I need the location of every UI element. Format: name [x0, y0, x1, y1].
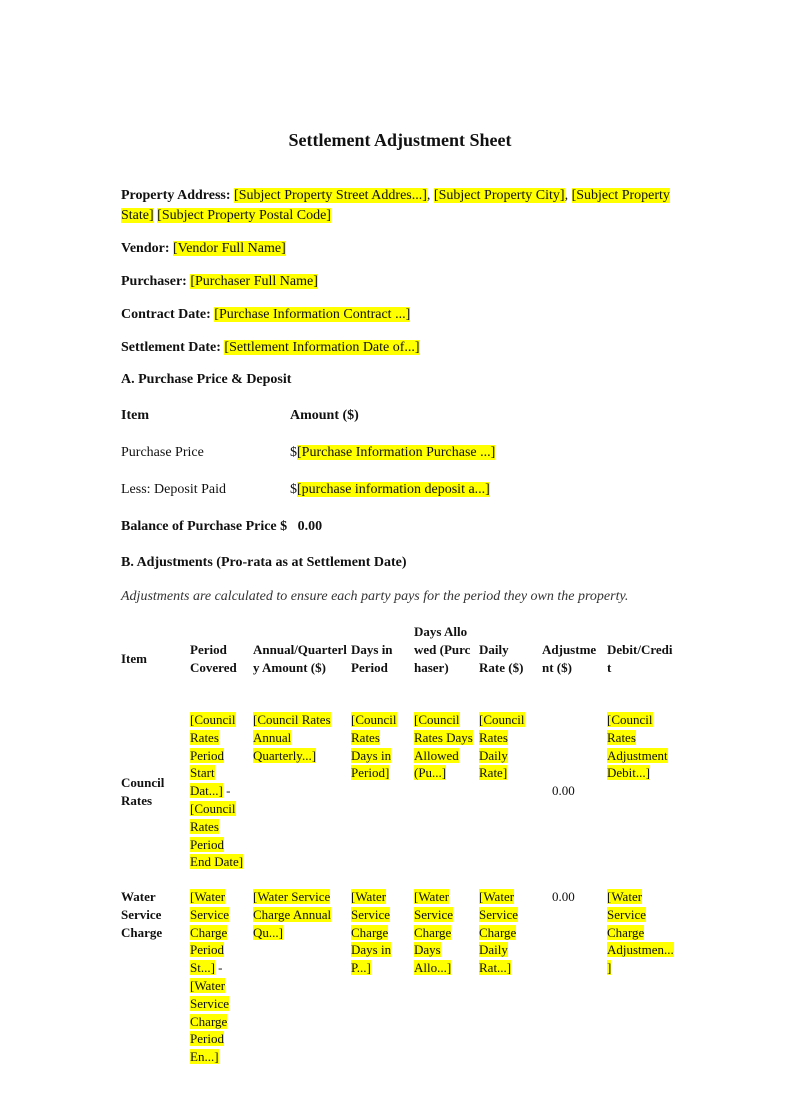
property-separator: , [564, 188, 572, 203]
property-city-placeholder: [Subject Property City] [433, 188, 565, 203]
days-in-period-placeholder: [Council Rates Days in Period] [351, 712, 397, 781]
property-street-placeholder: [Subject Property Street Addres...] [234, 188, 427, 203]
balance-row [121, 519, 322, 535]
table-cell-days-allowed [414, 711, 478, 782]
table-cell-adjustment: 0.00 [552, 889, 575, 904]
table-header-debit-credit: Debit/Credit [607, 642, 673, 675]
balance-label: Balance of Purchase Price $ [121, 519, 288, 534]
debit-credit-placeholder: [Water Service Charge Adjustmen...] [607, 889, 674, 976]
period-separator: - [214, 960, 223, 976]
purchaser-label: Purchaser: [121, 274, 187, 289]
section-a-heading: A. Purchase Price & Deposit [121, 372, 292, 387]
property-address-label: Property Address: [121, 188, 231, 203]
purchase-price-label: Purchase Price [121, 445, 204, 460]
section-a-col-amount: Amount ($) [290, 408, 359, 423]
vendor-label: Vendor: [121, 241, 170, 256]
section-b-heading: B. Adjustments (Pro-rata as at Settlement Date) [121, 555, 407, 570]
balance-value: 0.00 [297, 519, 323, 534]
contract-date-label: Contract Date: [121, 307, 211, 322]
section-a-col-item: Item [121, 408, 149, 423]
deposit-paid-amount [290, 482, 490, 498]
table-cell-adjustment: 0.00 [552, 783, 575, 798]
adjustments-note: Adjustments are calculated to ensure each party pays for the period they own the property. [121, 589, 629, 604]
settlement-date-placeholder: [Settlement Information Date of...] [224, 340, 420, 355]
settlement-date-label: Settlement Date: [121, 340, 221, 355]
daily-rate-placeholder: [Water Service Charge Daily Rat...] [479, 889, 518, 976]
vendor-placeholder: [Vendor Full Name] [173, 241, 286, 256]
annual-amount-placeholder: [Water Service Charge Annual Qu...] [253, 889, 332, 940]
table-header-annual: Annual/Quarterly Amount ($) [253, 642, 347, 675]
daily-rate-placeholder: [Council Rates Daily Rate] [479, 712, 525, 781]
table-cell-debit-credit [607, 888, 677, 977]
table-row-item: Water Service Charge [121, 889, 163, 940]
table-cell-daily-rate [479, 711, 535, 782]
contract-date-field [121, 305, 681, 325]
contract-date-placeholder: [Purchase Information Contract ...] [214, 307, 411, 322]
table-cell-debit-credit [607, 711, 677, 782]
debit-credit-placeholder: [Council Rates Adjustment Debit...] [607, 712, 668, 781]
table-cell-days [351, 888, 409, 977]
table-cell-annual [253, 888, 345, 941]
table-header-adjustment: Adjustment ($) [542, 642, 597, 675]
document-title: Settlement Adjustment Sheet [288, 130, 512, 150]
table-cell-period [190, 888, 248, 1066]
period-end-placeholder: [Water Service Charge Period En...] [190, 977, 229, 1065]
purchaser-placeholder: [Purchaser Full Name] [190, 274, 318, 289]
table-header-item: Item [121, 651, 147, 666]
table-cell-annual [253, 711, 345, 764]
purchase-price-placeholder: [Purchase Information Purchase ...] [297, 445, 496, 460]
purchase-price-amount [290, 445, 495, 461]
period-separator: - [222, 783, 231, 799]
purchaser-field [121, 272, 681, 292]
deposit-paid-label: Less: Deposit Paid [121, 482, 226, 497]
table-row-item: Council Rates [121, 775, 165, 808]
property-state-placeholder: [Subject Property State] [121, 188, 670, 223]
vendor-field [121, 239, 681, 259]
table-cell-days-allowed [414, 888, 478, 977]
table-header-days-allowed: Days Allowed (Purchaser) [414, 624, 471, 675]
days-allowed-placeholder: [Council Rates Days Allowed (Pu...] [414, 712, 473, 781]
days-allowed-placeholder: [Water Service Charge Days Allo...] [414, 889, 453, 976]
currency-symbol: $ [290, 445, 297, 460]
table-cell-period [190, 711, 248, 871]
table-cell-daily-rate [479, 888, 535, 977]
property-separator: , [426, 188, 434, 203]
table-header-period: Period Covered [190, 642, 237, 675]
deposit-paid-placeholder: [purchase information deposit a...] [297, 482, 490, 497]
table-header-days: Days in Period [351, 642, 393, 675]
table-header-daily-rate: Daily Rate ($) [479, 642, 524, 675]
annual-amount-placeholder: [Council Rates Annual Quarterly...] [253, 712, 331, 763]
period-end-placeholder: [Council Rates Period End Date] [190, 800, 244, 870]
settlement-date-field [121, 338, 681, 358]
property-address-field [121, 186, 681, 226]
period-start-placeholder: [Water Service Charge Period St...] [190, 889, 229, 976]
table-cell-days [351, 711, 409, 782]
property-postal-placeholder: [Subject Property Postal Code] [157, 208, 331, 223]
period-start-placeholder: [Council Rates Period Start Dat...] [190, 712, 236, 799]
currency-symbol: $ [290, 482, 297, 497]
days-in-period-placeholder: [Water Service Charge Days in P...] [351, 889, 392, 976]
